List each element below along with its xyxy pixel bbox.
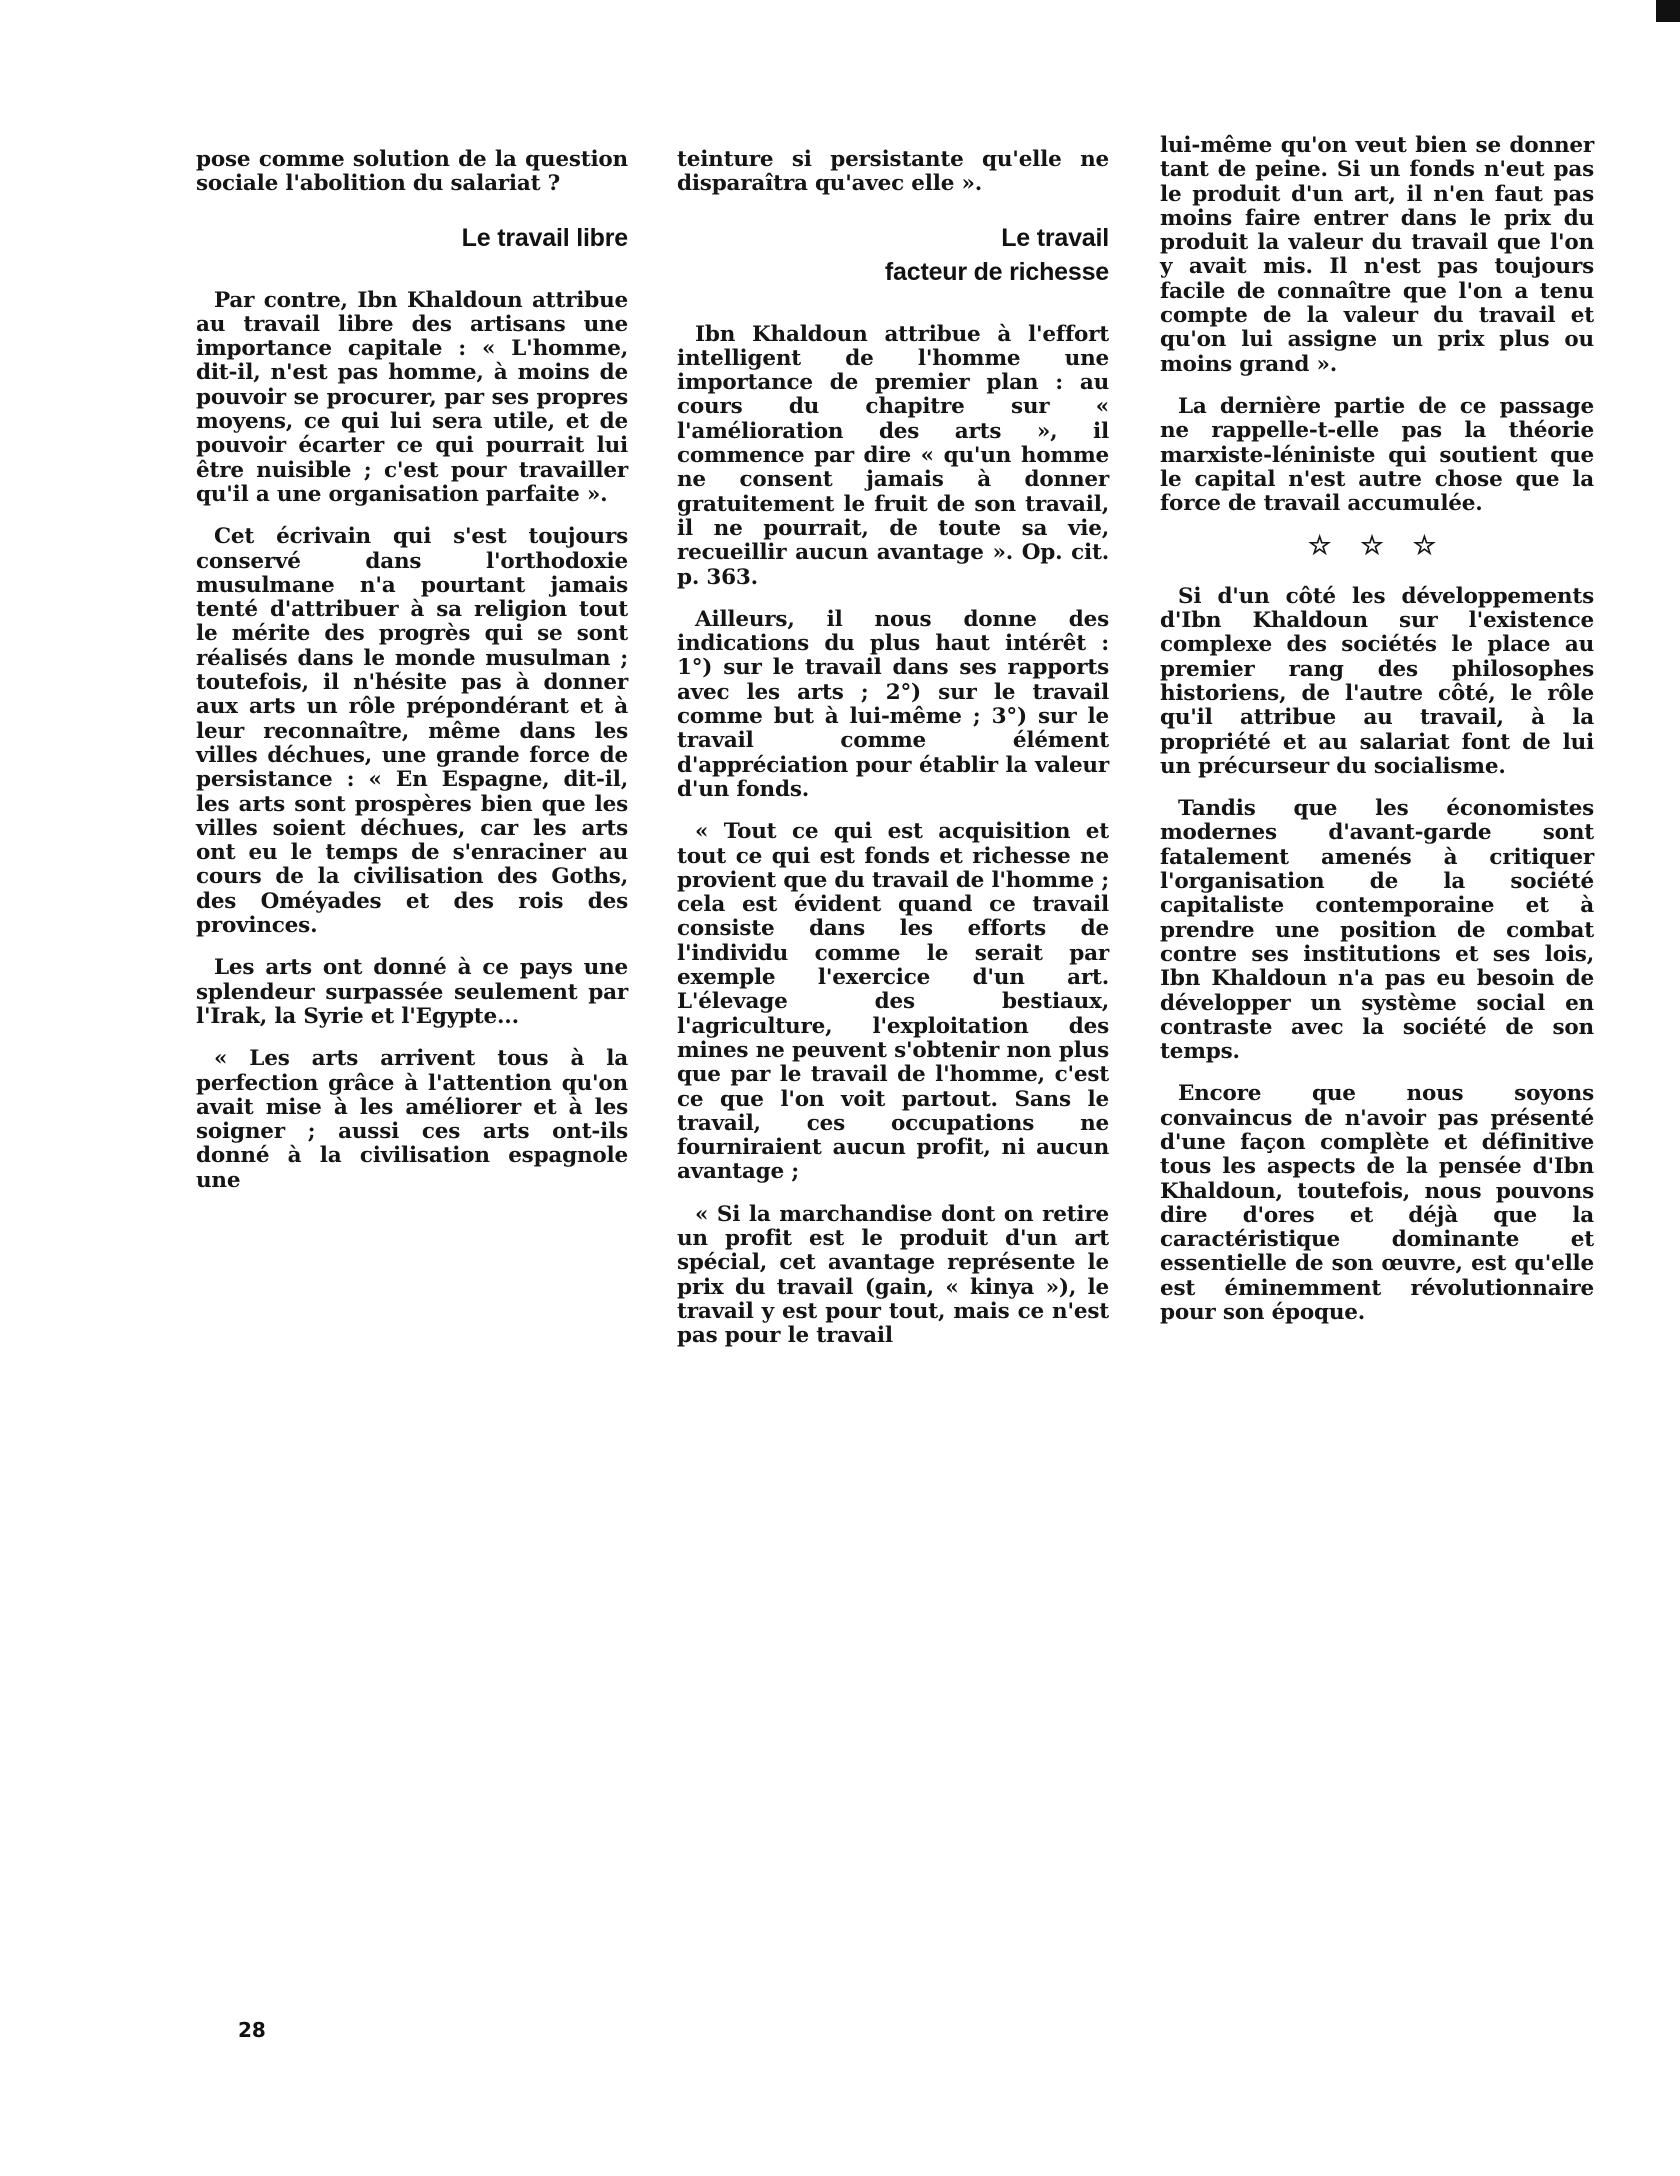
page-number: 28 <box>238 2018 266 2042</box>
paragraph: Si d'un côté les développements d'Ibn Khaldoun sur l'existence complexe des sociétés le place au premier rang des philosophes historiens, de l'autre côté, le rôle qu'il attribue au travail, à la propriété et au salariat font de lui un précurseur du socialisme. <box>1160 583 1594 779</box>
paragraph: Tandis que les économistes modernes d'avant-garde sont fatalement amenés à critiquer l'organisation de la société capitaliste contemporaine et à prendre une position de combat contre ses institutions et ses lois, Ibn Khaldoun n'a pas eu besoin de développer un système social en contraste avec la société de son temps. <box>1160 796 1594 1065</box>
paragraph: Ibn Khaldoun attribue à l'effort intelligent de l'homme une importance de premier plan : au cours du chapitre sur « l'amélioration des arts », il commence par dire « qu'un homme ne consent jamais à donner gratuitement le fruit de son travail, il ne pourrait, de toute sa vie, recueillir aucun avantage ». Op. cit. p. 363. <box>677 321 1109 590</box>
section-heading-travail-richesse <box>677 221 1109 289</box>
paragraph: Les arts ont donné à ce pays une splendeur surpassée seulement par l'Irak, la Syrie et l'Egypte... <box>196 955 628 1029</box>
paragraph: Cet écrivain qui s'est toujours conservé dans l'orthodoxie musulmane n'a pourtant jamais tenté d'attribuer à sa religion tout le mérite des progrès qui se sont réalisés dans le monde musulman ; toutefois, il n'hésite pas à donner aux arts un rôle prépondérant et à leur reconnaître, même dans les villes déchues, une grande force de persistance : « En Espagne, dit-il, les arts sont prospères bien que les villes soient déchues, car les arts ont eu le temps de s'enraciner au cours de la civilisation des Goths, des Oméyades et des rois des provinces. <box>196 524 628 939</box>
column-1 <box>196 148 628 1211</box>
paragraph: La dernière partie de ce passage ne rappelle-t-elle pas la théorie marxiste-léniniste qui soutient que le capital n'est autre chose que la force de travail accumulée. <box>1160 393 1594 517</box>
column-3 <box>1160 134 1594 1343</box>
paragraph: « Les arts arrivent tous à la perfection grâce à l'attention qu'on avait mise à les améliorer et à les soigner ; aussi ces arts ont-ils donné à la civilisation espagnole une <box>196 1046 628 1193</box>
section-heading-travail-libre: Le travail libre <box>461 223 628 252</box>
paragraph: lui-même qu'on veut bien se donner tant de peine. Si un fonds n'eut pas le produit d'un art, il n'en faut pas moins faire entrer dans le prix du produit la valeur du travail que l'on y avait mis. Il n'est pas toujours facile de connaître que l'on a tenu compte de la valeur du travail et qu'on lui assigne un prix plus ou moins grand ». <box>1160 133 1594 377</box>
paragraph: « Si la marchandise dont on retire un profit est le produit d'un art spécial, cet avantage représente le prix du travail (gain, « kinya »), le travail y est pour tout, mais ce n'est pas pour le travail <box>677 1201 1109 1349</box>
paragraph: « Tout ce qui est acquisition et tout ce qui est fonds et richesse ne provient que du travail de l'homme ; cela est évident quand ce travail consiste dans les efforts de l'individu comme le serait par exemple l'exercice d'un art. L'élevage des bestiaux, l'agriculture, l'exploitation des mines ne peuvent s'obtenir non plus que par le travail de l'homme, c'est ce que l'on voit partout. Sans le travail, ces occupations ne fourniraient aucun profit, ni aucun avantage ; <box>677 819 1109 1185</box>
paragraph: Ailleurs, il nous donne des indications du plus haut intérêt : 1°) sur le travail dans ses rapports avec les arts ; 2°) sur le travail comme but à lui-même ; 3°) sur le travail comme élément d'appréciation pour établir la valeur d'un fonds. <box>677 606 1109 802</box>
heading-line: Le travail <box>1001 223 1109 252</box>
corner-registration-mark <box>1656 0 1680 22</box>
column-2 <box>677 148 1109 1366</box>
paragraph: Par contre, Ibn Khaldoun attribue au travail libre des artisans une importance capitale : « L'homme, dit-il, n'est pas homme, à moins de pouvoir se procurer, par ses propres moyens, ce qui lui sera utile, et de pouvoir écarter ce qui pourrait lui être nuisible ; c'est pour travailler qu'il a une organisation parfaite ». <box>196 287 628 507</box>
paragraph: teinture si persistante qu'elle ne disparaîtra qu'avec elle ». <box>677 147 1109 197</box>
paragraph: pose comme solution de la question sociale l'abolition du salariat ? <box>196 147 628 197</box>
heading-line: facteur de richesse <box>884 257 1109 286</box>
paragraph: Encore que nous soyons convaincus de n'avoir pas présenté d'une façon complète et définitive tous les aspects de la pensée d'Ibn Khaldoun, toutefois, nous pouvons dire d'ores et déjà que la caractéristique dominante et essentielle de son œuvre, est qu'elle est éminemment révolutionnaire pour son époque. <box>1160 1081 1594 1326</box>
section-divider-stars: ☆ ☆ ☆ <box>1307 531 1447 562</box>
